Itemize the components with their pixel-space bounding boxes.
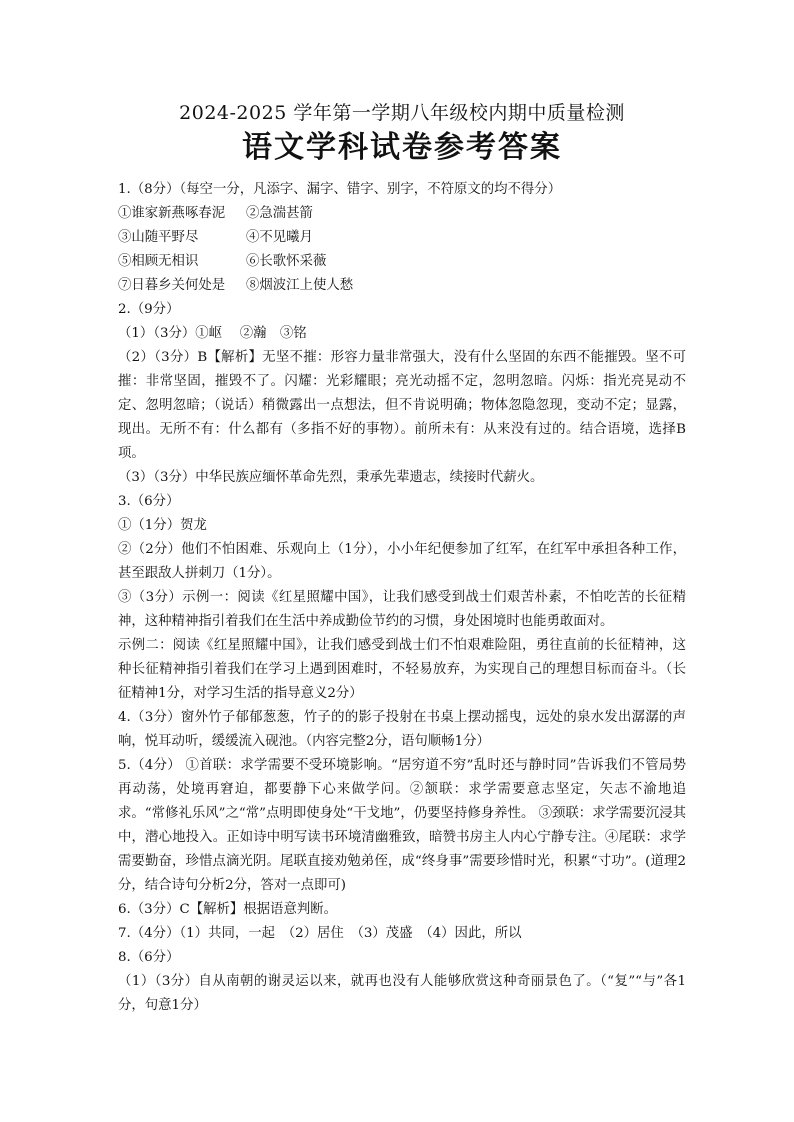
q2-intro: 2.（9分）: [118, 302, 180, 317]
q1-row: [118, 226, 686, 250]
q5-answer: 5.（4分） ①首联：求学需要不受环境影响。“居穷道不穷”乱时还与静时同”告诉我们不管局势再动荡，处境再窘迫，都要静下心来做学问。②颔联：求学需要意志坚定，矢志不渝地追求。“常修礼乐风”之“常”点明即使身处“干戈地”，仍要坚持修身养性。 ③颈联：求学需要沉浸其中，潜心地投入。正如诗中明写读书环境清幽雅致，暗赞书房主人内心宁静专注。④尾联：求学需要勤奋，珍惜点滴光阴。尾联直接劝勉弟侄，成“终身事”需要珍惜时光，积累“寸功”。(道理2分，结合诗句分析2分，答对一点即可): [118, 758, 686, 893]
q1-answer: ②急湍甚箭: [246, 206, 313, 221]
exam-title: 2024-2025 学年第一学期八年级校内期中质量检测: [179, 102, 625, 124]
q1-answer: ③山随平野尽: [118, 230, 199, 245]
q8-intro: 8.（6分）: [118, 950, 180, 965]
answer-key-title: 语文学科试卷参考答案: [242, 130, 562, 165]
q3-part3-example2: 示例二：阅读《红星照耀中国》，让我们感受到战士们不怕艰难险阻，勇往直前的长征精神，这种长征精神指引着我们在学习上遇到困难时，不轻易放弃，为实现自己的理想目标而奋斗。（长征精神1分，对学习生活的指导意义2分）: [118, 638, 686, 701]
q7-answer: 7.（4分）（1）共同，一起 （2）居住 （3）茂盛 （4）因此，所以: [118, 926, 522, 941]
q2-part3: （3）（3分）中华民族应缅怀革命先烈，秉承先辈遗志，续接时代薪火。: [118, 470, 544, 485]
q6-answer: 6.（3分）C【解析】根据语意判断。: [118, 902, 338, 917]
q1-answer: ④不见曦月: [246, 230, 313, 245]
q2-part2: （2）（3分）B【解析】无坚不摧：形容力量非常强大，没有什么坚固的东西不能摧毁。坚不可摧：非常坚固，摧毁不了。闪耀：光彩耀眼；亮光动摇不定，忽明忽暗。闪烁：指光亮晃动不定、忽明忽暗；（说话）稍微露出一点想法，但不肯说明确；物体忽隐忽现，变动不定；显露，现出。无所不有：什么都有（多指不好的事物）。前所未有：从来没有过的。结合语境，选择B项。: [118, 350, 686, 461]
q1-answer: ⑧烟波江上使人愁: [246, 278, 354, 293]
q3-part1: ①（1分）贺龙: [118, 518, 207, 533]
q3-intro: 3.（6分）: [118, 494, 180, 509]
q1-row: [118, 202, 686, 226]
q1-answer: ⑦日暮乡关何处是: [118, 278, 226, 293]
q3-part3: ③（3分）示例一：阅读《红星照耀中国》，让我们感受到战士们艰苦朴素，不怕吃苦的长征精神，这种精神指引着我们在生活中养成勤俭节约的习惯，身处困境时也能勇敢面对。: [118, 590, 686, 629]
q1-intro: 1.（8分）（每空一分，凡添字、漏字、错字、别字，不符原文的均不得分）: [118, 182, 562, 197]
q3-part2: ②（2分）他们不怕困难、乐观向上（1分），小小年纪便参加了红军，在红军中承担各种工作，甚至跟敌人拼刺刀（1分）。: [118, 542, 686, 581]
answer-sheet: [118, 100, 686, 1018]
q1-row: [118, 250, 686, 274]
q1-answer: ⑤相顾无相识: [118, 254, 199, 269]
q4-answer: 4.（3分）窗外竹子郁郁葱葱，竹子的的影子投射在书桌上摆动摇曳，远处的泉水发出潺潺的声响，悦耳动听，缓缓流入砚池。（内容完整2分，语句顺畅1分）: [118, 710, 686, 749]
q8-part1: （1）（3分）自从南朝的谢灵运以来，就再也没有人能够欣赏这种奇丽景色了。（“复”“与”各1分，句意1分）: [118, 974, 686, 1013]
q2-part1: （1）（3分）①岖 ②瀚 ③铭: [118, 326, 307, 341]
q1-answer: ⑥长歌怀采薇: [246, 254, 327, 269]
q1-row: [118, 274, 686, 298]
q1-answer: ①谁家新燕啄春泥: [118, 206, 226, 221]
